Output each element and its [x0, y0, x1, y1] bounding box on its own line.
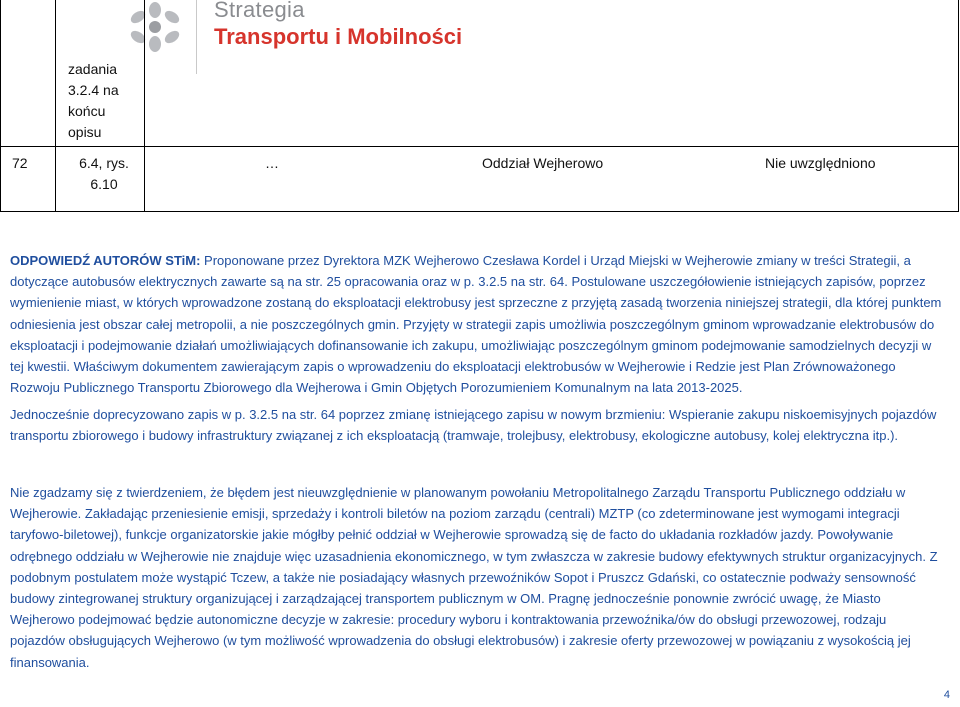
row2-reference-line: 6.10: [90, 176, 118, 192]
row2-submitter: Oddział Wejherowo: [482, 155, 604, 171]
logo-title-line1: Strategia: [214, 0, 305, 22]
table-border-left: [0, 0, 1, 212]
row2-reference: [66, 153, 142, 195]
row2-reference-line: 6.4, rys.: [79, 155, 129, 171]
row2-status: Nie uwzględniono: [765, 155, 876, 171]
response-p1-blue-a: Postulowane uszczegółowienie istniejących zapisów, poprzez wymienienie miast, w których wprowadzone zostaną do eksploatacji elektrobusy jest sprzeczne z przyjętą zasadą tworzenia niniejszej strategii, dla której punktem odniesienia jest obszar całej metropolii, a nie poszczególnych gmin.: [10, 274, 942, 332]
response-paragraph-2: Jednocześnie doprecyzowano zapis w p. 3.2.5 na str. 64 poprzez zmianę istniejącego zapisu w nowym brzmieniu: Wspieranie zakupu niskoemisyjnych pojazdów transportu zbiorowego i budowy infrastruktury związanej z ich eksploatacją (tramwaje, trolejbusy, elektrobusy, ekologiczne autobusy, kolej elektryczna itp.).: [10, 407, 937, 444]
table-col-divider-1: [55, 0, 56, 212]
row2-number: 72: [12, 155, 28, 171]
row1-reference-line: zadania: [68, 61, 118, 77]
response-heading: ODPOWIEDŹ AUTORÓW STiM:: [10, 253, 201, 268]
table-col-divider-2: [144, 0, 145, 212]
response-p1-blue-c: Właściwym dokumentem zawierającym zapis o wprowadzeniu do eksploatacji elektrobusów w Wejherowie i Redzie jest Plan Zrównoważonego Rozwoju Publicznego Transportu Zbiorowego dla Wejherowa i Gmin Objętych Porozumieniem Komunalnym na lata 2013-2025.: [10, 359, 896, 396]
response-p1-blue-b: Przyjęty w strategii zapis umożliwia poszczególnym gminom wprowadzanie elektrobusów do eksploatacji i podejmowanie działań umożliwiających dofinansowanie ich zakupu, umożliwiając poszczególnym gminom podejmowanie samodzielnych decyzji w tej kwestii.: [10, 316, 935, 375]
response-paragraph-3: Nie zgadzamy się z twierdzeniem, że błędem jest nieuwzględnienie w planowanym powołaniu Metropolitalnego Zarządu Transportu Publicznego oddziału w Wejherowie. Zakładając przeniesienie emisji, sprzedaży i kontroli biletów na poziom zarządu (centrali) MZTP (co zdeterminowane jest wymogami integracji taryfowo-biletowej), funkcje organizatorskie jakie mógłby pełnić oddział w Wejherowie sprowadzą się de facto do układania rozkładów jazdy. Powoływanie odrębnego oddziału w Wejherowie nie znajduje więc uzasadnienia ekonomicznego, w tym zwłaszcza w zakresie budowy efektywnych struktur organizacyjnych. Z podobnym postulatem może wystąpić Tczew, a także nie posiadający własnych przewoźników Sopot i Pruszcz Gdański, co ostatecznie podważy sensowność budowy zintegrowanej struktury organizującej i zarządzającej transportem publicznym w OM. Pragnę jednocześnie ponownie zwrócić uwagę, że Miasto Wejherowo podejmować będzie autonomiczne decyzje w zakresie: procedury wyboru i kontraktowania przewoźnika/ów do obsługi przewozowej, rodzaju pojazdów obsługujących Wejherowo (w tym możliwość wprowadzenia do obsługi elektrobusów) i zakresie oferty przewozowej w powiązaniu z wysokością jej finansowania.: [10, 485, 938, 670]
page-number: 4: [943, 689, 950, 701]
remarks-table: [0, 0, 960, 212]
row1-reference: [68, 59, 119, 143]
response-paragraph-1: [10, 250, 944, 398]
table-row-divider: [0, 146, 959, 147]
row1-reference-line: opisu: [68, 124, 102, 140]
response-p1-black: Proponowane przez Dyrektora MZK Wejherowo Czesława Kordel i Urząd Miejski w Wejherowie zmiany w treści Strategii, a dotyczące autobusów elektrycznych zawarte są na str. 25 opracowania oraz w p. 3.2.5 na str. 64.: [10, 253, 911, 290]
row1-reference-line: 3.2.4 na: [68, 82, 119, 98]
row2-excerpt: …: [265, 155, 279, 171]
logo-title-line2: Transportu i Mobilności: [214, 24, 463, 49]
table-border-bottom: [0, 211, 959, 212]
row1-reference-line: końcu: [68, 103, 106, 119]
table-border-right: [958, 0, 959, 212]
